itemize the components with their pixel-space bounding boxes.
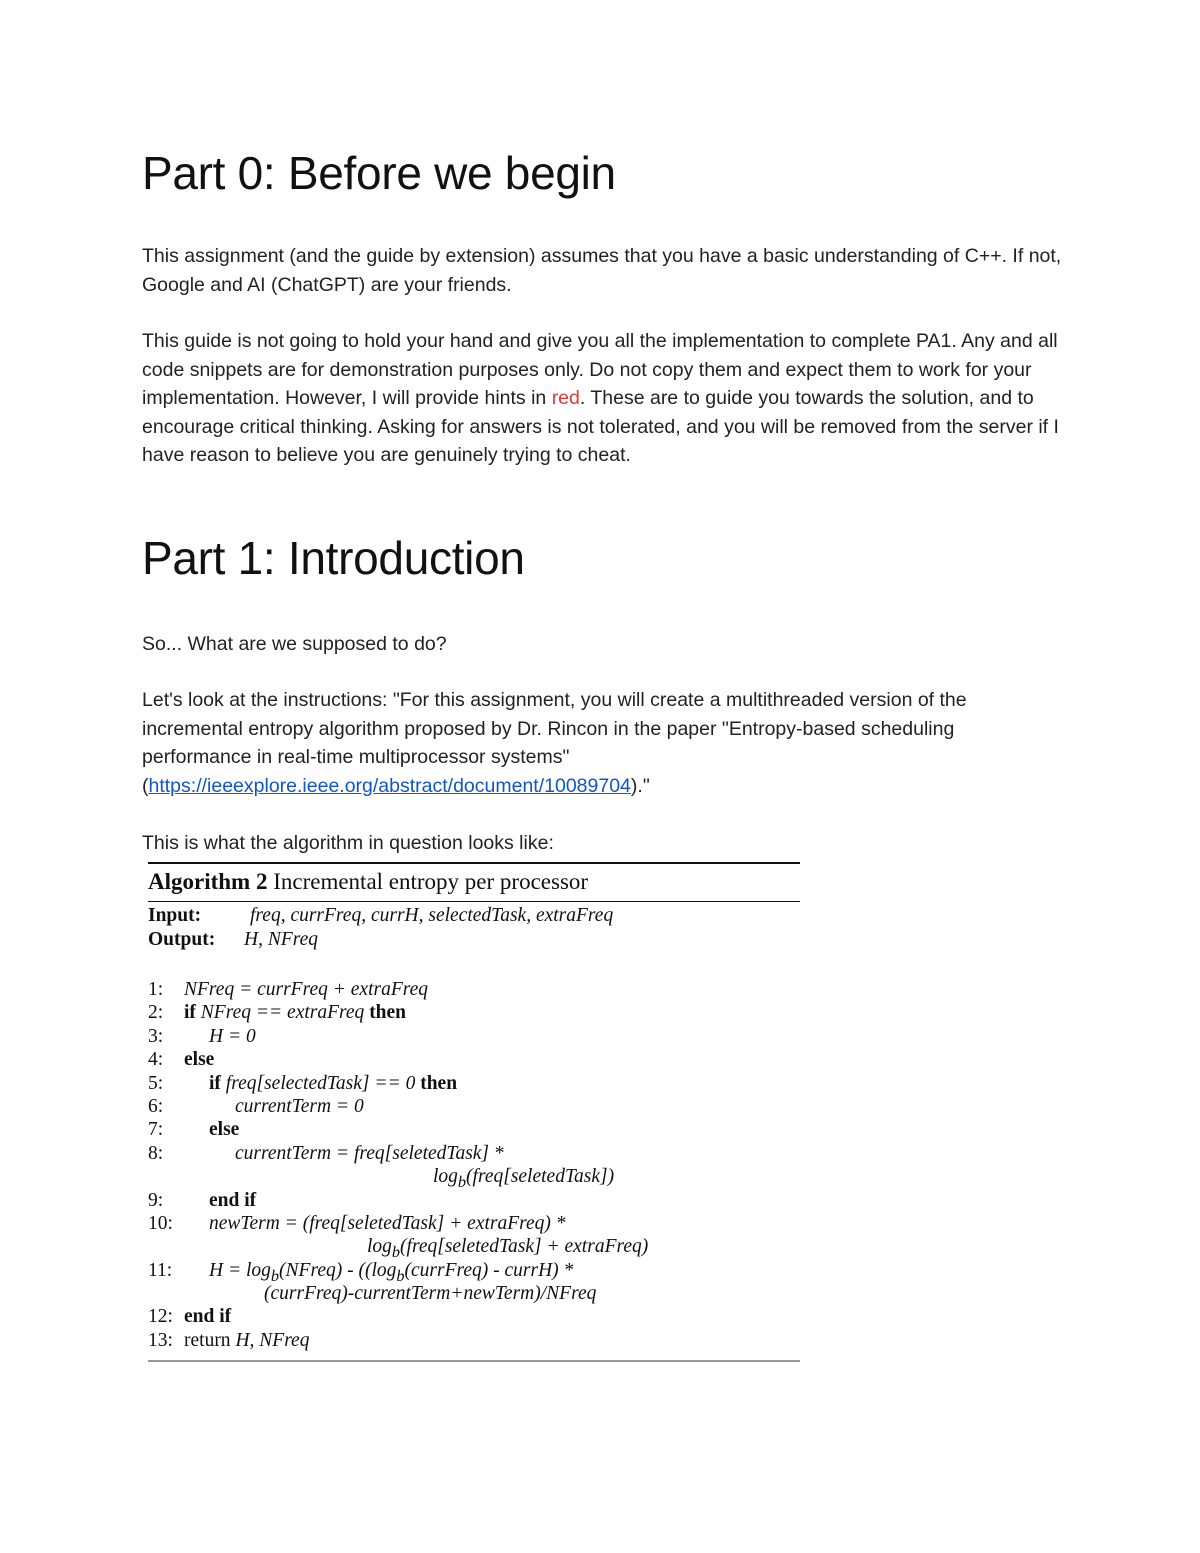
keyword-if: if <box>209 1072 221 1094</box>
line-number: 12: <box>148 1306 173 1328</box>
line-code: H = log <box>209 1259 271 1281</box>
paragraph-algorithm-intro: This is what the algorithm in question looks like: <box>142 832 554 854</box>
line-number: 11: <box>148 1259 173 1281</box>
keyword-end-if: end if <box>184 1306 232 1328</box>
line-code: currentTerm = 0 <box>235 1095 364 1117</box>
line-number: 8: <box>148 1142 164 1164</box>
keyword-then: then <box>369 1002 407 1024</box>
log-base: b <box>270 1266 280 1285</box>
log-fn: log <box>433 1166 458 1188</box>
keyword-if: if <box>184 1002 196 1024</box>
algorithm-input-row <box>148 904 800 928</box>
line-number: 6: <box>148 1095 164 1117</box>
algorithm-name: Incremental entropy per processor <box>273 869 589 894</box>
line-code: H = 0 <box>209 1025 256 1047</box>
log-base: b <box>391 1243 401 1262</box>
output-value: H, NFreq <box>244 929 319 950</box>
line-code: freq[selectedTask] == 0 <box>225 1072 416 1094</box>
line-number: 5: <box>148 1072 164 1094</box>
algo-line-10-continuation <box>148 1235 800 1262</box>
instructions-text-b: )." <box>630 774 650 797</box>
algorithm-title <box>148 864 800 901</box>
heading-part-0: Part 0: Before we begin <box>142 147 616 199</box>
line-code: (NFreq) - ((log <box>279 1259 397 1281</box>
algorithm-output-row <box>148 928 800 952</box>
algorithm-lines <box>148 978 800 1360</box>
algo-line-13 <box>148 1329 800 1352</box>
algo-line-10 <box>148 1212 800 1235</box>
input-value: freq, currFreq, currH, selectedTask, extraFreq <box>250 905 614 926</box>
guide-rules-text-b: . These are to guide you towards the solution, and to encourage critical thinking. Asking for answers is not tolerated, and you will be removed from the server if I have reason to believe you are genuinely trying to cheat. <box>142 387 1059 467</box>
keyword-else: else <box>184 1049 215 1071</box>
algo-line-7 <box>148 1118 800 1141</box>
line-code: newTerm = (freq[seletedTask] + extraFreq) * <box>209 1212 566 1234</box>
algo-line-6 <box>148 1095 800 1118</box>
keyword-return: return <box>184 1329 236 1351</box>
algo-line-12 <box>148 1305 800 1328</box>
line-code: H, NFreq <box>235 1329 310 1351</box>
log-base: b <box>396 1266 405 1285</box>
paragraph-instructions <box>142 686 1062 800</box>
algo-line-3 <box>148 1025 800 1048</box>
input-label: Input: <box>148 905 202 926</box>
algo-line-11-continuation <box>148 1282 800 1305</box>
paragraph-guide-rules <box>142 327 1062 470</box>
keyword-end-if: end if <box>209 1189 257 1211</box>
algo-line-4 <box>148 1048 800 1071</box>
log-base: b <box>457 1173 467 1192</box>
algo-line-5 <box>148 1072 800 1095</box>
line-number: 7: <box>148 1119 164 1141</box>
guide-rules-text-a: This guide is not going to hold your hand and give you all the implementation to complete PA1. Any and all code snippets are for demonstration purposes only. Do not copy them and expect them to work for your implementation. However, I will provide hints in <box>142 330 1058 410</box>
line-number: 10: <box>148 1212 173 1234</box>
algorithm-bottom-rule <box>148 1360 800 1362</box>
paper-link[interactable]: https://ieeexplore.ieee.org/abstract/document/10089704 <box>148 774 631 797</box>
keyword-then: then <box>420 1072 458 1094</box>
heading-part-1: Part 1: Introduction <box>142 532 525 584</box>
line-number: 2: <box>148 1002 164 1024</box>
line-number: 3: <box>148 1025 164 1047</box>
algo-line-11 <box>148 1259 800 1285</box>
algorithm-io <box>148 902 800 952</box>
line-code: (freq[seletedTask] + extraFreq) <box>400 1236 649 1258</box>
algo-line-8 <box>148 1142 800 1165</box>
keyword-else: else <box>209 1119 240 1141</box>
line-code: NFreq = currFreq + extraFreq <box>184 979 429 1000</box>
algo-line-8-continuation <box>148 1165 800 1192</box>
line-code: NFreq == extraFreq <box>200 1002 365 1024</box>
line-number: 1: <box>148 979 164 1000</box>
algorithm-number: Algorithm 2 <box>148 869 268 894</box>
instructions-text-a: Let's look at the instructions: "For this assignment, you will create a multithreaded version of the incremental entropy algorithm proposed by Dr. Rincon in the paper "Entropy-based scheduling performance in real-time multiprocessor systems" ( <box>142 689 967 797</box>
paragraph-question: So... What are we supposed to do? <box>142 633 447 655</box>
algo-line-1 <box>148 978 800 1001</box>
line-number: 13: <box>148 1329 173 1351</box>
line-number: 4: <box>148 1049 164 1071</box>
paragraph-assumptions: This assignment (and the guide by extension) assumes that you have a basic understanding of C++. If not, Google and AI (ChatGPT) are your friends. <box>142 245 1062 296</box>
hint-red-word: red <box>551 387 580 410</box>
line-code: currentTerm = freq[seletedTask] * <box>235 1142 504 1164</box>
log-fn: log <box>367 1236 392 1258</box>
output-label: Output: <box>148 929 216 950</box>
line-code: (currFreq)-currentTerm+newTerm)/NFreq <box>264 1283 597 1305</box>
line-number: 9: <box>148 1189 164 1211</box>
line-code: (currFreq) - currH) * <box>404 1259 574 1281</box>
algorithm-figure <box>148 862 800 1362</box>
algo-line-2 <box>148 1001 800 1024</box>
line-code: (freq[seletedTask]) <box>466 1166 615 1188</box>
